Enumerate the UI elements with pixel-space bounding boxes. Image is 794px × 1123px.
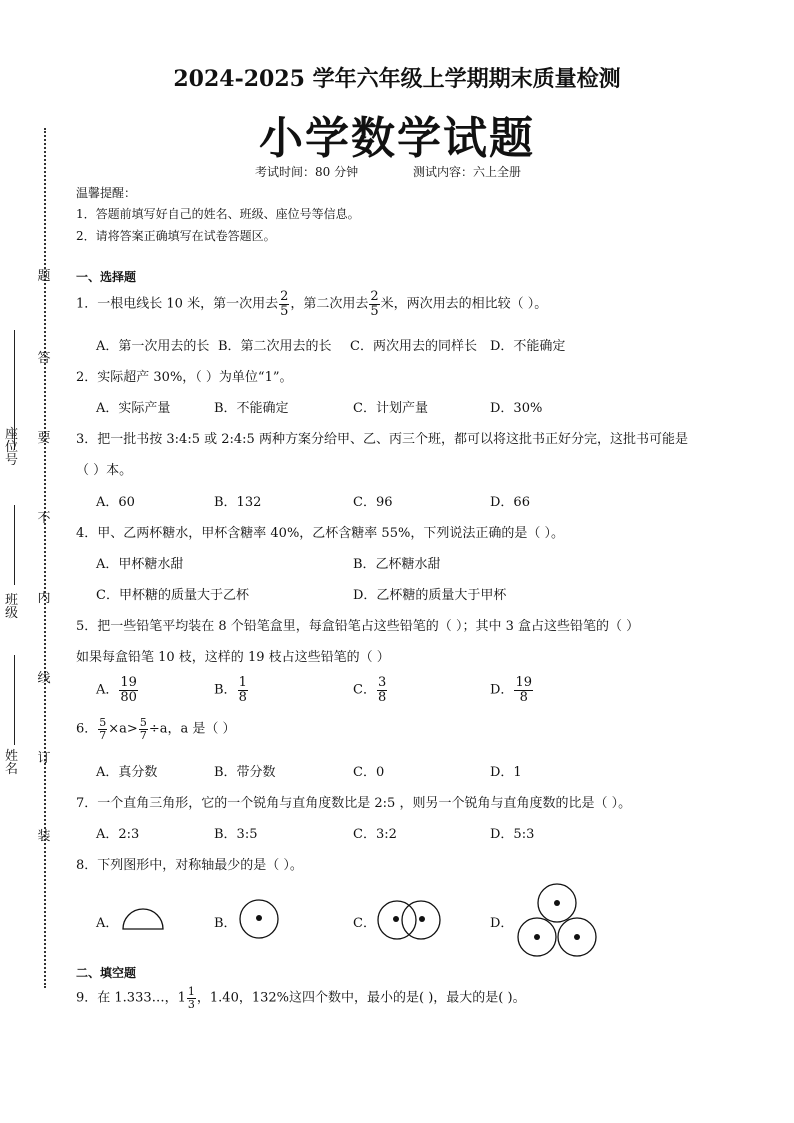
reminder-item-1: 1．答题前填写好自己的姓名、班级、座位号等信息。	[76, 207, 360, 221]
binding-char-da: 答	[37, 351, 51, 366]
q2-option-c[interactable]: C．计划产量	[353, 401, 428, 416]
binding-char-ding: 订	[37, 751, 51, 766]
question-9: 9．在 1.333…，1 $\frac{1}{3}$ ，1.40，132%这四个数中，最小的是( )，最大的是( )。	[76, 985, 526, 1011]
q7-option-a[interactable]: A．2:3	[96, 827, 140, 842]
q3-option-a[interactable]: A．60	[96, 495, 135, 510]
question-5-cont: 如果每盒铅笔 10 枝，这样的 19 枝占这些铅笔的（ ）	[76, 650, 390, 665]
q1-option-d[interactable]: D．不能确定	[490, 339, 566, 354]
q1-text-mid: ，第二次用去	[290, 296, 369, 312]
q7-option-b[interactable]: B．3:5	[214, 827, 258, 842]
section-title-choice: 一、选择题	[76, 270, 137, 284]
exam-time: 考试时间：80 分钟	[255, 165, 359, 179]
q4-option-a[interactable]: A．甲杯糖水甜	[96, 557, 184, 572]
question-5: 5．把一些铅笔平均装在 8 个铅笔盒里，每盒铅笔占这些铅笔的（ ）；其中 3 盒占这些铅笔的（ ）	[76, 619, 640, 634]
q2-option-d[interactable]: D．30%	[490, 401, 543, 416]
q3-option-c[interactable]: C．96	[353, 495, 393, 510]
q8-two-circles-figure[interactable]	[375, 898, 445, 942]
binding-char-nei: 内	[37, 591, 51, 606]
question-2: 2．实际超产 30%，（ ）为单位“1”。	[76, 370, 293, 385]
exam-heading: 2024-2025 学年六年级上学期期末质量检测	[173, 66, 621, 92]
q1-option-c[interactable]: C．两次用去的同样长	[350, 339, 477, 354]
binding-char-zhuang: 装	[37, 829, 51, 844]
reminder-item-2: 2．请将答案正确填写在试卷答题区。	[76, 229, 276, 243]
question-6: 6． $\frac{5}{7}$ ×a> $\frac{5}{7}$ ÷a，a 是（ ）	[76, 716, 236, 742]
question-3-cont: （ ）本。	[76, 463, 133, 478]
question-8: 8．下列图形中，对称轴最少的是（ ）。	[76, 858, 303, 873]
binding-char-yao: 要	[37, 431, 51, 446]
q1-text-post: 米，两次用去的相比较（ ）。	[380, 296, 548, 312]
q6-option-c[interactable]: C．0	[353, 765, 385, 780]
q8-option-b-label[interactable]: B．	[214, 916, 237, 931]
name-label: 姓名	[5, 749, 19, 777]
q7-option-c[interactable]: C．3:2	[353, 827, 397, 842]
q5-option-a[interactable]: A． $\frac{19}{80}$	[96, 675, 137, 705]
question-3: 3．把一批书按 3:4:5 或 2:4:5 两种方案分给甲、乙、丙三个班，都可以将这批书正好分完，这批书可能是	[76, 432, 688, 447]
q2-option-b[interactable]: B．不能确定	[214, 401, 289, 416]
q2-option-a[interactable]: A．实际产量	[96, 401, 171, 416]
q8-semicircle-figure[interactable]	[120, 904, 166, 932]
exam-title: 小学数学试题	[259, 113, 535, 164]
question-1	[76, 290, 547, 318]
q1-text-pre: 1．一根电线长 10 米，第一次用去	[76, 296, 279, 312]
q7-option-d[interactable]: D．5:3	[490, 827, 535, 842]
q1-option-a[interactable]: A．第一次用去的长	[96, 339, 210, 354]
q8-option-c-label[interactable]: C．	[353, 916, 376, 931]
reminder-title: 温馨提醒：	[76, 186, 137, 200]
q6-option-a[interactable]: A．真分数	[96, 765, 158, 780]
q3-option-b[interactable]: B．132	[214, 495, 262, 510]
name-underline[interactable]	[14, 655, 15, 745]
q4-option-d[interactable]: D．乙杯糖的质量大于甲杯	[353, 588, 507, 603]
q8-option-a-label[interactable]: A．	[96, 916, 119, 931]
q8-circle-figure[interactable]	[238, 898, 280, 940]
binding-char-ti: 题	[37, 269, 51, 284]
q5-option-c[interactable]: C． $\frac{3}{8}$	[353, 675, 387, 705]
class-underline[interactable]	[14, 505, 15, 585]
q5-option-b[interactable]: B． $\frac{1}{8}$	[214, 675, 247, 705]
q4-option-c[interactable]: C．甲杯糖的质量大于乙杯	[96, 588, 249, 603]
q6-option-b[interactable]: B．带分数	[214, 765, 276, 780]
class-label: 班级	[5, 593, 19, 621]
exam-content: 测试内容：六上全册	[413, 165, 522, 179]
question-7: 7．一个直角三角形，它的一个锐角与直角度数比是 2:5 ，则另一个锐角与直角度数的比是（ ）。	[76, 796, 632, 811]
binding-dotted-line	[44, 128, 46, 988]
q4-option-b[interactable]: B．乙杯糖水甜	[353, 557, 441, 572]
binding-char-bu: 不	[37, 511, 51, 526]
q8-three-circles-figure[interactable]	[514, 882, 600, 962]
q5-option-d[interactable]: D． $\frac{19}{8}$	[490, 675, 532, 705]
q8-option-d-label[interactable]: D．	[490, 916, 514, 931]
section-title-fill: 二、填空题	[76, 966, 137, 980]
question-4: 4．甲、乙两杯糖水，甲杯含糖率 40%，乙杯含糖率 55%，下列说法正确的是（ ）。	[76, 526, 564, 541]
q6-option-d[interactable]: D．1	[490, 765, 522, 780]
q1-fraction-1: $\frac{2}{5}$	[280, 289, 289, 319]
q1-fraction-2: $\frac{2}{5}$	[370, 289, 379, 319]
q1-option-b[interactable]: B．第二次用去的长	[218, 339, 332, 354]
binding-char-xian: 线	[37, 671, 51, 686]
seat-number-label: 座位号	[5, 427, 19, 468]
q3-option-d[interactable]: D．66	[490, 495, 530, 510]
